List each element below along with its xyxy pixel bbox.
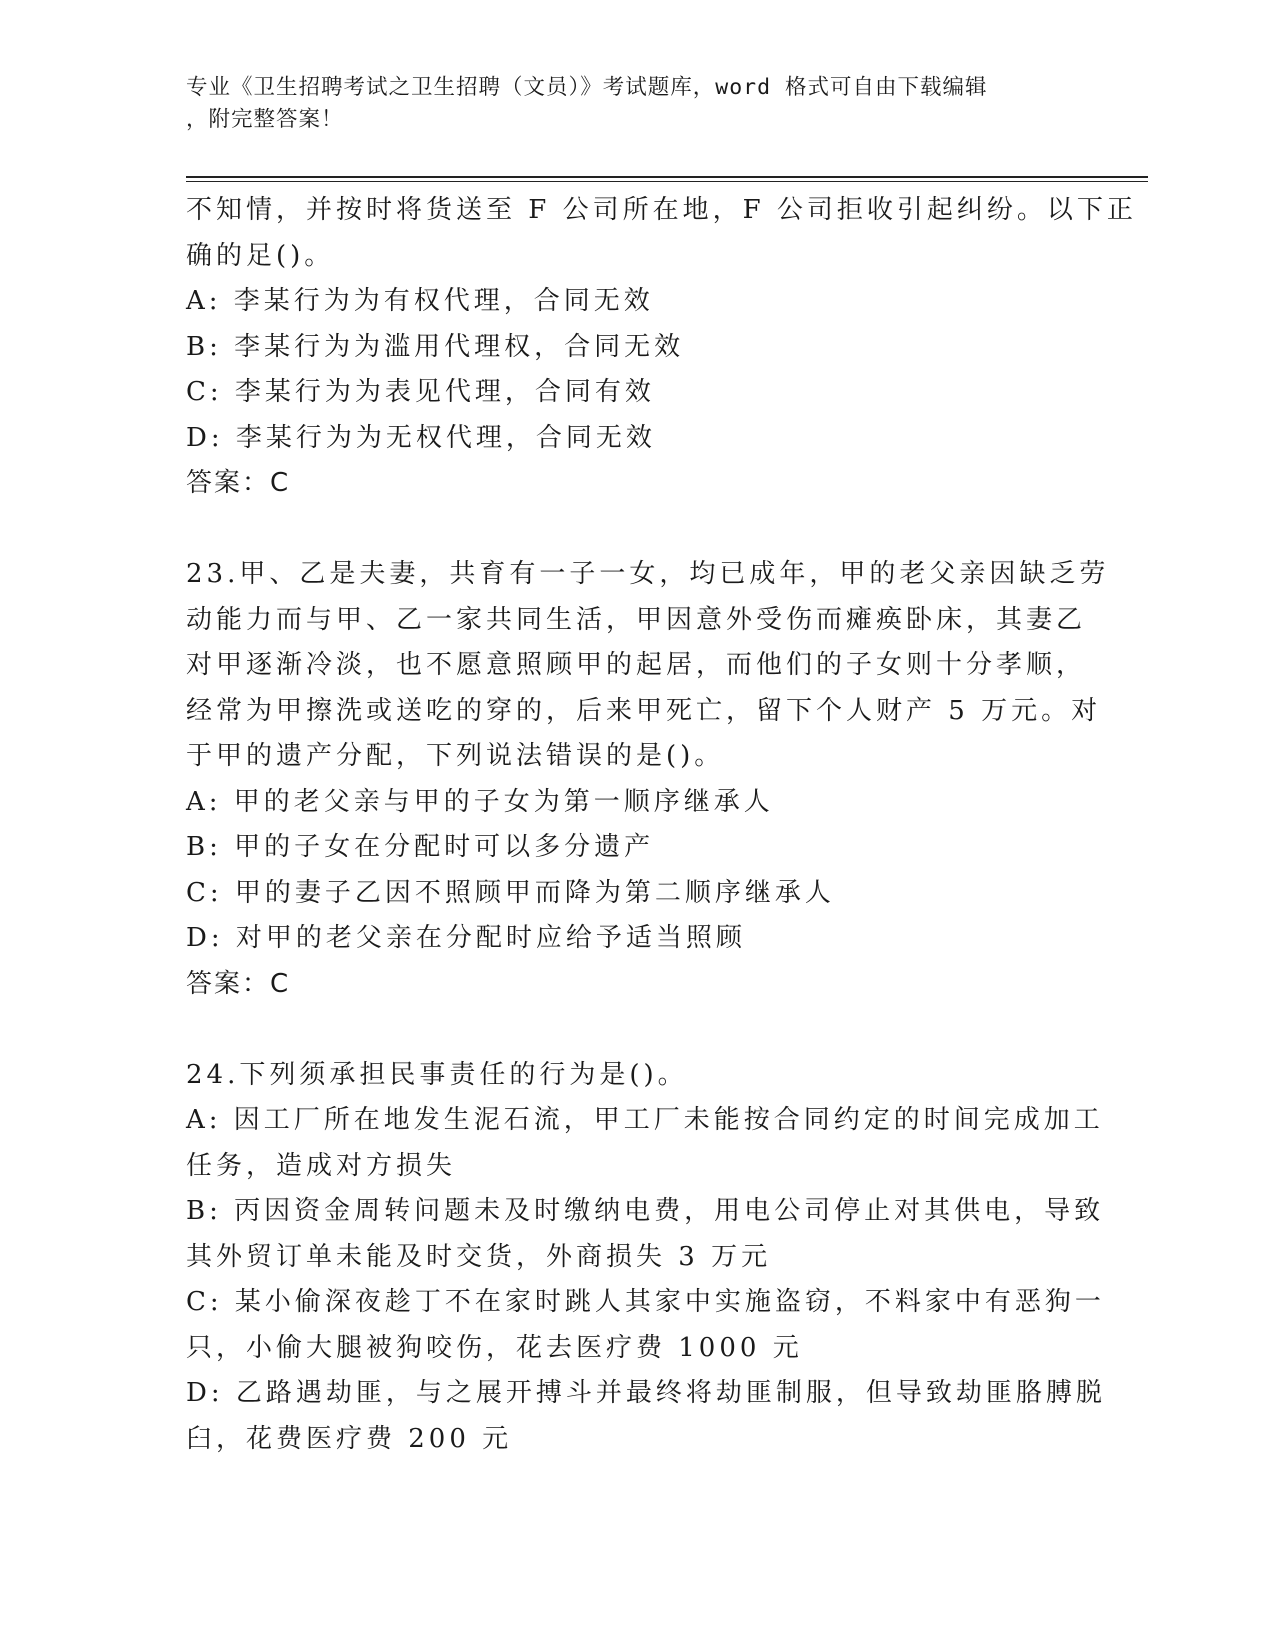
question-stem-line: 不知情，并按时将货送至 F 公司所在地，F 公司拒收引起纠纷。以下正 <box>186 195 1137 225</box>
question-stem-line: 对甲逐渐冷淡，也不愿意照顾甲的起居，而他们的子女则十分孝顺， <box>186 650 1087 680</box>
document-header <box>186 72 1086 136</box>
option-c-continued: 只，小偷大腿被狗咬伤，花去医疗费 1000 元 <box>186 1332 803 1363</box>
option-c: C: 李某行为为表见代理，合同有效 <box>186 377 655 407</box>
question-stem-line: 动能力而与甲、乙一家共同生活，甲因意外受伤而瘫痪卧床，其妻乙 <box>186 604 1087 635</box>
option-a: A: 因工厂所在地发生泥石流，甲工厂未能按合同约定的时间完成加工 <box>186 1105 1104 1135</box>
option-a: A: 李某行为为有权代理，合同无效 <box>186 286 654 316</box>
option-d-continued: 臼，花费医疗费 200 元 <box>186 1423 513 1454</box>
option-b: B: 甲的子女在分配时可以多分遗产 <box>186 832 655 862</box>
option-d: D: 对甲的老父亲在分配时应给予适当照顾 <box>186 923 746 953</box>
header-divider <box>186 176 1148 178</box>
option-b-continued: 其外贸订单未能及时交货，外商损失 3 万元 <box>186 1241 772 1272</box>
document-body <box>186 188 1137 1462</box>
header-line-2: ，附完整答案！ <box>186 107 344 132</box>
question-stem-line: 23.甲、乙是夫妻，共育有一子一女，均已成年，甲的老父亲因缺乏劳 <box>186 559 1110 589</box>
question-23 <box>186 552 1110 1007</box>
question-24 <box>186 1053 1106 1463</box>
option-c: C: 甲的妻子乙因不照顾甲而降为第二顺序继承人 <box>186 877 835 908</box>
question-stem-line: 24.下列须承担民事责任的行为是()。 <box>186 1059 688 1090</box>
spacer <box>186 1007 1086 1053</box>
header-line-1: 专业《卫生招聘考试之卫生招聘（文员）》考试题库，word 格式可自由下载编辑 <box>186 75 988 100</box>
option-d: D: 李某行为为无权代理，合同无效 <box>186 422 656 453</box>
option-a: A: 甲的老父亲与甲的子女为第一顺序继承人 <box>186 786 774 817</box>
option-b: B: 丙因资金周转问题未及时缴纳电费，用电公司停止对其供电，导致 <box>186 1196 1105 1226</box>
option-d: D: 乙路遇劫匪，与之展开搏斗并最终将劫匪制服，但导致劫匪胳膊脱 <box>186 1378 1106 1408</box>
question-22 <box>186 188 1137 507</box>
question-stem-line: 确的足()。 <box>186 240 335 271</box>
option-a-continued: 任务，造成对方损失 <box>186 1150 457 1181</box>
option-b: B: 李某行为为滥用代理权，合同无效 <box>186 331 685 362</box>
header-divider-thin <box>186 181 1148 182</box>
answer: 答案：C <box>186 968 291 999</box>
answer: 答案：C <box>186 468 291 498</box>
option-c: C: 某小偷深夜趁丁不在家时跳人其家中实施盗窃，不料家中有恶狗一 <box>186 1287 1105 1317</box>
question-stem-line: 于甲的遗产分配，下列说法错误的是()。 <box>186 741 725 771</box>
spacer <box>186 507 1086 553</box>
question-stem-line: 经常为甲擦洗或送吃的穿的，后来甲死亡，留下个人财产 5 万元。对 <box>186 695 1102 726</box>
